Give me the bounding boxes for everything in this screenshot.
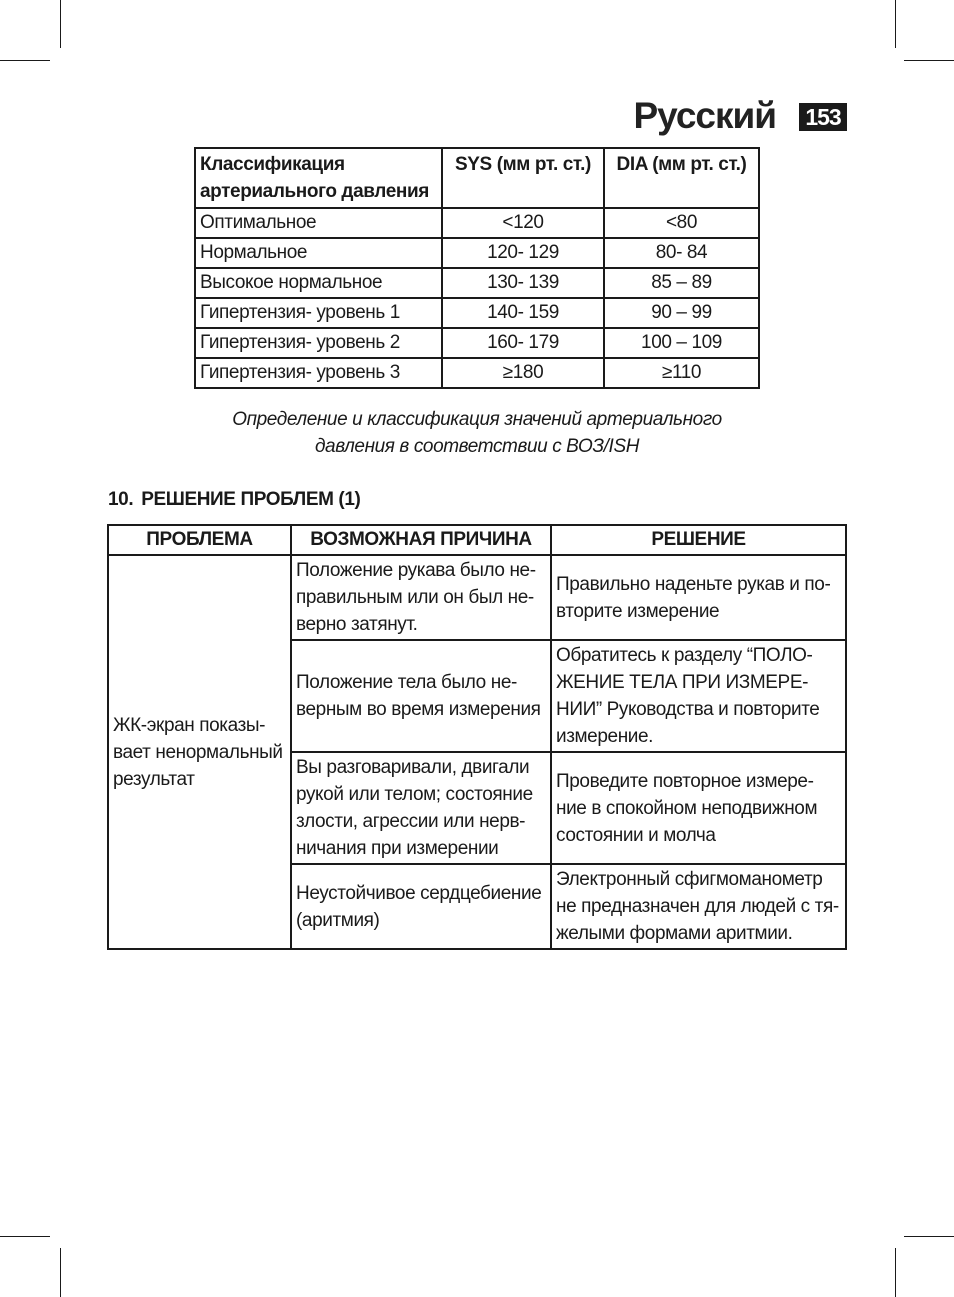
column-header-classification: Классификация артериального давления [195, 148, 442, 208]
category-cell: Оптимальное [195, 208, 442, 238]
solution-cell: Правильно наденьте рукав и по- вторите измерение [551, 555, 846, 640]
table-row [108, 555, 846, 640]
sys-cell: <120 [442, 208, 604, 238]
solution-cell: Проведите повторное измере- ние в спокойном неподвижном состоянии и молча [551, 752, 846, 864]
section-number: 10. [108, 489, 134, 510]
table-row [195, 358, 759, 388]
crop-mark [904, 1236, 954, 1237]
dia-cell: 80- 84 [604, 238, 759, 268]
sys-cell: 140- 159 [442, 298, 604, 328]
cause-cell: Неустойчивое сердцебиение (аритмия) [291, 864, 551, 949]
sys-cell: 130- 139 [442, 268, 604, 298]
troubleshooting-table [107, 524, 847, 950]
crop-mark [60, 1248, 61, 1297]
dia-cell: 85 – 89 [604, 268, 759, 298]
crop-mark [60, 0, 61, 48]
dia-cell: 100 – 109 [604, 328, 759, 358]
category-cell: Нормальное [195, 238, 442, 268]
problem-cell: ЖК-экран показы- вает ненормальный результат [108, 555, 291, 949]
table-header-row [108, 525, 846, 555]
page-number-badge: 153 [799, 103, 847, 131]
cause-cell: Вы разговаривали, двигали рукой или телом; состояние злости, агрессии или нерв- ничания при измерении [291, 752, 551, 864]
column-header-sys: SYS (мм рт. ст.) [442, 148, 604, 208]
crop-mark [904, 60, 954, 61]
section-heading [108, 486, 360, 514]
language-title: Русский [633, 95, 776, 136]
crop-mark [895, 0, 896, 48]
crop-mark [895, 1248, 896, 1297]
crop-mark [0, 60, 50, 61]
column-header-cause: ВОЗМОЖНАЯ ПРИЧИНА [291, 525, 551, 555]
category-cell: Гипертензия- уровень 3 [195, 358, 442, 388]
sys-cell: 160- 179 [442, 328, 604, 358]
dia-cell: <80 [604, 208, 759, 238]
cause-cell: Положение тела было не- верным во время измерения [291, 640, 551, 752]
category-cell: Высокое нормальное [195, 268, 442, 298]
crop-mark [0, 1236, 50, 1237]
sys-cell: 120- 129 [442, 238, 604, 268]
dia-cell: ≥110 [604, 358, 759, 388]
solution-cell: Электронный сфигмоманометр не предназначен для людей с тя- желыми формами аритмии. [551, 864, 846, 949]
table-row [195, 298, 759, 328]
solution-cell: Обратитесь к разделу “ПОЛО- ЖЕНИЕ ТЕЛА ПРИ ИЗМЕРЕ- НИИ” Руководства и повторите измерение. [551, 640, 846, 752]
caption-line: давления в соответствии с ВОЗ/ISH [314, 436, 640, 457]
cause-cell: Положение рукава было не- правильным или он был не- верно затянут. [291, 555, 551, 640]
table-row [195, 238, 759, 268]
column-header-dia: DIA (мм рт. ст.) [604, 148, 759, 208]
blood-pressure-classification-table [194, 147, 760, 389]
table-row [195, 268, 759, 298]
column-header-solution: РЕШЕНИЕ [551, 525, 846, 555]
dia-cell: 90 – 99 [604, 298, 759, 328]
table-caption [194, 406, 760, 460]
table-header-row [195, 148, 759, 208]
table-row [195, 328, 759, 358]
section-title: РЕШЕНИЕ ПРОБЛЕМ (1) [141, 489, 361, 510]
category-cell: Гипертензия- уровень 1 [195, 298, 442, 328]
caption-line: Определение и классификация значений артериального [232, 409, 722, 430]
sys-cell: ≥180 [442, 358, 604, 388]
column-header-problem: ПРОБЛЕМА [108, 525, 291, 555]
category-cell: Гипертензия- уровень 2 [195, 328, 442, 358]
table-row [195, 208, 759, 238]
